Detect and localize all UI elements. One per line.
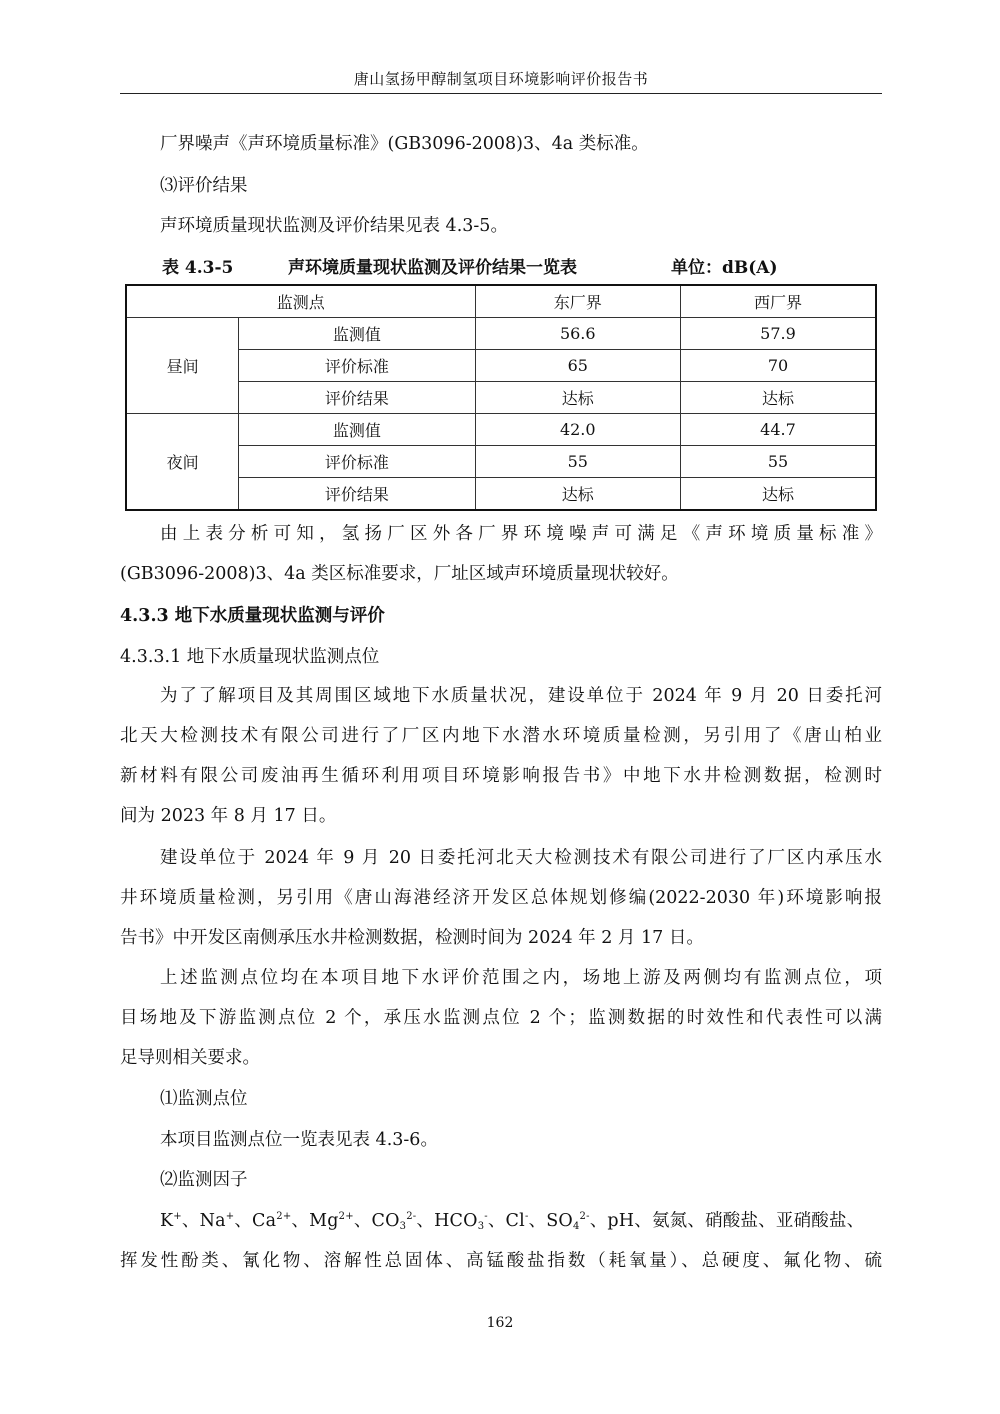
noise-result-table [125, 284, 877, 511]
paragraph-line: 告书》中开发区南侧承压水井检测数据，检测时间为 2024 年 2 月 17 日。 [120, 928, 704, 948]
paragraph-line: 为了了解项目及其周围区域地下水质量状况，建设单位于 2024 年 9 月 20 日委托河 [160, 686, 882, 706]
subsection-heading: 4.3.3.1 地下水质量现状监测点位 [120, 647, 380, 667]
value-cell: 55 [680, 446, 876, 478]
item-heading: ⑴监测点位 [160, 1089, 248, 1109]
value-cell: 42.0 [475, 414, 680, 446]
group-cell-day: 昼间 [126, 318, 239, 414]
header-cell: 监测点 [126, 285, 475, 318]
ion-na: Na+ [199, 1211, 235, 1231]
value-cell: 65 [475, 350, 680, 382]
table-row [126, 350, 876, 382]
value-cell: 70 [680, 350, 876, 382]
paragraph-line: 井环境质量检测，另引用《唐山海港经济开发区总体规划修编(2022-2030 年)环境影响报 [120, 888, 882, 908]
value-cell: 44.7 [680, 414, 876, 446]
table-header-row [126, 285, 876, 318]
ion-ca: $Ca^{2+}$ [252, 1211, 292, 1231]
group-cell-night: 夜间 [126, 414, 239, 511]
paragraph-line: 建设单位于 2024 年 9 月 20 日委托河北天大检测技术有限公司进行了厂区内承压水 [160, 848, 882, 868]
paragraph-line: 声环境质量现状监测及评价结果见表 4.3-5。 [160, 216, 508, 236]
page-number: 162 [486, 1315, 514, 1331]
row-label: 监测值 [239, 318, 475, 350]
paragraph-line: 厂界噪声《声环境质量标准》(GB3096-2008)3、4a 类标准。 [160, 134, 649, 154]
table-row [126, 478, 876, 511]
table-row [126, 318, 876, 350]
paragraph-line: 新材料有限公司废油再生循环利用项目环境影响报告书》中地下水井检测数据，检测时 [120, 766, 882, 786]
table-caption-title: 声环境质量现状监测及评价结果一览表 [288, 258, 577, 278]
table-caption-unit: 单位：dB(A) [671, 258, 778, 278]
ion-hco3: $HCO_3^-$ [434, 1211, 488, 1232]
paragraph-line: 足导则相关要求。 [120, 1048, 260, 1068]
paragraph-line: 间为 2023 年 8 月 17 日。 [120, 806, 337, 826]
paragraph-line: 挥发性酚类、氰化物、溶解性总固体、高锰酸盐指数（耗氧量）、总硬度、氟化物、硫 [120, 1251, 882, 1271]
paragraph-line: 北天大检测技术有限公司进行了厂区内地下水潜水环境质量检测，另引用了《唐山柏业 [120, 726, 882, 746]
header-rule [120, 93, 882, 94]
row-label: 评价标准 [239, 350, 475, 382]
value-cell: 达标 [680, 478, 876, 511]
item-heading: ⑵监测因子 [160, 1170, 248, 1190]
header-cell: 西厂界 [680, 285, 876, 318]
value-cell: 57.9 [680, 318, 876, 350]
ion-so4: $SO_4^{2-}$ [546, 1211, 590, 1232]
section-heading: 4.3.3 地下水质量现状监测与评价 [120, 606, 385, 626]
row-label: 评价标准 [239, 446, 475, 478]
value-cell: 达标 [475, 478, 680, 511]
row-label: 评价结果 [239, 382, 475, 414]
value-cell: 达标 [680, 382, 876, 414]
row-label: 评价结果 [239, 478, 475, 511]
item-heading: ⑶评价结果 [160, 176, 248, 196]
ion-mg: $Mg^{2+}$ [309, 1211, 354, 1231]
ion-cl: Cl- [505, 1211, 529, 1231]
ion-co3: $CO_3^{2-}$ [371, 1211, 417, 1232]
row-label: 监测值 [239, 414, 475, 446]
header-cell: 东厂界 [475, 285, 680, 318]
table-row [126, 446, 876, 478]
paragraph-line: (GB3096-2008)3、4a 类区标准要求，厂址区域声环境质量现状较好。 [120, 564, 679, 584]
running-header: 唐山氢扬甲醇制氢项目环境影响评价报告书 [353, 70, 649, 88]
paragraph-line: 本项目监测点位一览表见表 4.3-6。 [160, 1130, 438, 1150]
table-caption-number: 表 4.3-5 [162, 258, 234, 278]
paragraph-line: 目场地及下游监测点位 2 个，承压水监测点位 2 个；监测数据的时效性和代表性可以满 [120, 1008, 882, 1028]
table-row [126, 414, 876, 446]
table-row [126, 382, 876, 414]
paragraph-line: 上述监测点位均在本项目地下水评价范围之内，场地上游及两侧均有监测点位，项 [160, 968, 882, 988]
value-cell: 55 [475, 446, 680, 478]
ion-k: K+ [160, 1211, 182, 1231]
factor-list-rest: pH、氨氮、硝酸盐、亚硝酸盐、 [607, 1211, 865, 1231]
paragraph-line: 由上表分析可知，氢扬厂区外各厂界环境噪声可满足《声环境质量标准》 [160, 524, 882, 544]
value-cell: 56.6 [475, 318, 680, 350]
value-cell: 达标 [475, 382, 680, 414]
monitoring-factors-line: K+、Na+、$Ca^{2+}$、$Mg^{2+}$、$CO_3^{2-}$、$HCO_3^-$、Cl-、$SO_4^{2-}$、pH、氨氮、硝酸盐、亚硝酸盐、 [160, 1211, 865, 1232]
